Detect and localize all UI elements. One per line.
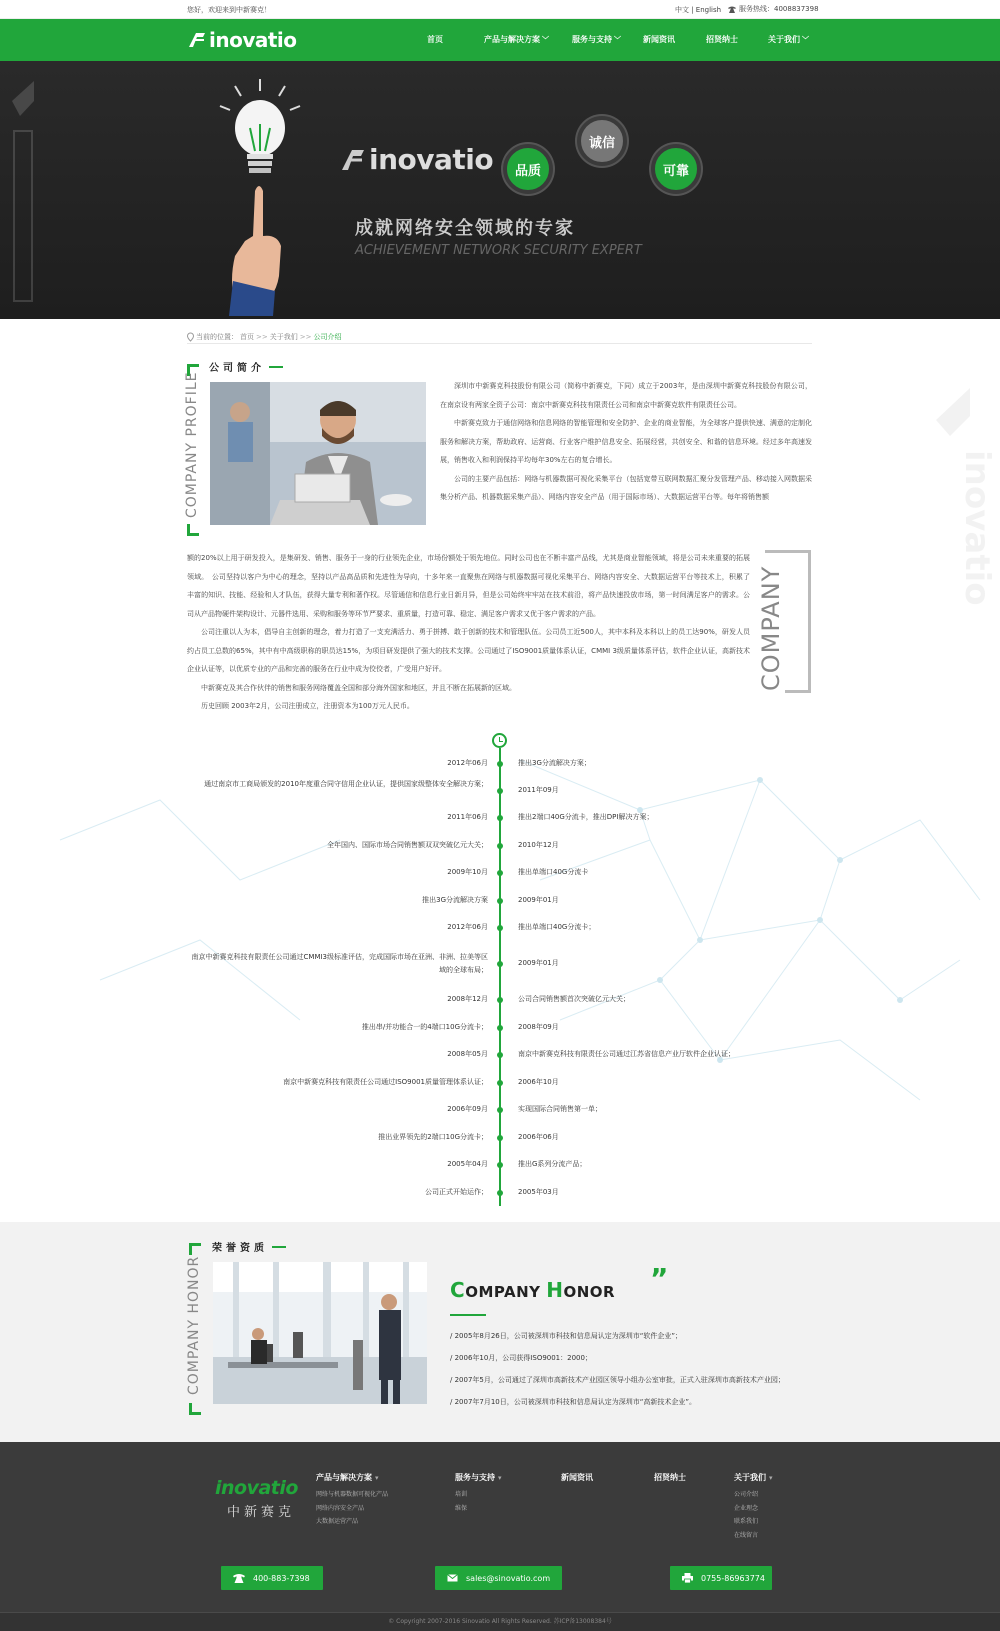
timeline-row [0, 1183, 1000, 1203]
nav-items [427, 19, 828, 61]
timeline-dot [497, 1190, 503, 1196]
timeline-row [0, 781, 1000, 801]
honor-photo [213, 1262, 427, 1404]
timeline-dot [497, 1162, 503, 1168]
logo-mark-icon [340, 148, 366, 172]
footer-col-title[interactable] [455, 1472, 502, 1483]
profile-heading [209, 359, 283, 374]
honor-item: / 2006年10月，公司获得ISO9001：2000； [450, 1354, 592, 1362]
honor-title-letter: C [450, 1278, 466, 1302]
timeline-left: 推出业界领先的2端口10G分流卡； [378, 1133, 488, 1141]
nav-label: 服务与支持 [572, 35, 612, 44]
welcome-text: 您好，欢迎来到中新赛克！ [187, 6, 271, 14]
breadcrumb-current: 公司介绍 [313, 332, 342, 341]
watermark-logo-icon [8, 71, 38, 311]
email-contact-button[interactable] [435, 1566, 562, 1590]
timeline-left: 2009年10月 [447, 868, 488, 876]
timeline-dot [497, 925, 503, 931]
timeline-left: 2012年06月 [447, 759, 488, 767]
quote-icon: ” [650, 1262, 669, 1295]
timeline-dot [497, 1107, 503, 1113]
svg-text:inovatio: inovatio [957, 450, 997, 606]
profile-heading-text: 公司简介 [209, 363, 265, 374]
timeline-left: 2006年09月 [447, 1105, 488, 1113]
honor-title-word: OMPANY [465, 1283, 547, 1301]
honor-heading [212, 1239, 286, 1254]
logo[interactable] [187, 27, 297, 53]
timeline-dot [497, 843, 503, 849]
timeline-row [0, 891, 1000, 911]
breadcrumb-sep: >> [299, 332, 312, 341]
timeline-right: 南京中新赛克科技有限责任公司通过江苏省信息产业厅软件企业认证； [518, 1050, 735, 1058]
footer-col-products [316, 1472, 388, 1529]
timeline-dot [497, 788, 503, 794]
nav-label: 招贤纳士 [706, 35, 738, 44]
timeline-dot [497, 761, 503, 767]
chevron-down-icon: ▾ [498, 1474, 502, 1482]
timeline-row [0, 1045, 1000, 1065]
timeline-row [0, 1128, 1000, 1148]
footer-col-title[interactable] [316, 1472, 388, 1483]
timeline-dot [497, 1025, 503, 1031]
footer-logo-cn: 中新赛克 [227, 1505, 296, 1520]
circle-label: 品质 [514, 163, 541, 179]
profile-paragraph: 公司注重以人为本，倡导自主创新的理念，着力打造了一支充满活力、勇于拼搏、敢于创新的技术和管理队伍。公司员工近500人，其中本科及本科以上的员工达90%，研发人员约占员工总数的65%，其中有中高级职称的职员达15%，为项目研发提供了强大的技术支撑。公司通过了ISO9001质量体系认证，CMMI 3级质量体系评估，软件企业认证，高新技术企业认证等，以优质专业的产品和完善的服务在行业中成为佼佼者，广受用户好评。 [187, 628, 750, 673]
footer-link[interactable]: 维保 [455, 1504, 468, 1512]
timeline-right: 推出单端口40G分流卡 [518, 868, 589, 876]
nav-label: 产品与解决方案 [484, 35, 540, 44]
nav-careers[interactable] [706, 19, 768, 61]
timeline-dot [497, 1052, 503, 1058]
footer-logo[interactable] [215, 1477, 298, 1520]
honor-item: / 2005年8月26日，公司被深圳市科技和信息局认定为深圳市“软件企业”； [450, 1332, 683, 1340]
company-box-text: COMPANY [757, 565, 785, 691]
timeline-row [0, 990, 1000, 1010]
footer [0, 1442, 1000, 1631]
timeline-right: 推出单端口40G分流卡； [518, 923, 596, 931]
profile-paragraph: 中新赛克及其合作伙伴的销售和服务网络覆盖全国和部分海外国家和地区，并且不断在拓展新的区域。 [201, 683, 516, 692]
chevron-down-icon: ▾ [375, 1474, 379, 1482]
timeline-dot [497, 997, 503, 1003]
timeline-right: 2009年01月 [518, 896, 559, 904]
chevron-down-icon: ▾ [769, 1474, 773, 1482]
timeline-left: 2011年06月 [447, 813, 488, 821]
nav-about[interactable] [768, 19, 828, 61]
footer-col-services [455, 1472, 502, 1515]
footer-link[interactable]: 在线留言 [734, 1531, 759, 1539]
integrity-circle [577, 116, 627, 166]
honor-vertical-label: COMPANY HONOR [186, 1255, 202, 1395]
footer-link[interactable]: 企业理念 [734, 1504, 759, 1512]
profile-paragraph: 历史回顾 2003年2月，公司注册成立，注册资本为100万元人民币。 [201, 702, 414, 710]
timeline-left: 南京中新赛克科技有限责任公司通过CMMI3级标准评估，完成国际市场在亚洲、非洲、拉美等区域的全球布局； [191, 953, 488, 974]
honor-item: / 2007年5月，公司通过了深圳市高新技术产业园区领导小组办公室审批，正式入驻深圳市高新技术产业园； [450, 1376, 785, 1384]
honor-item: / 2007年7月10日，公司被深圳市科技和信息局认定为深圳市“高新技术企业”。 [450, 1398, 697, 1406]
timeline-left: 推出3G分流解决方案 [422, 896, 488, 904]
timeline-right: 2011年09月 [518, 786, 559, 794]
timeline-row [0, 1155, 1000, 1175]
timeline-row [0, 836, 1000, 856]
nav-label: 首页 [427, 35, 443, 44]
banner-slogan-en: ACHIEVEMENT NETWORK SECURITY EXPERT [355, 243, 642, 258]
nav-news[interactable] [643, 19, 706, 61]
footer-col-title-text: 关于我们 [734, 1473, 766, 1482]
timeline-right: 2005年03月 [518, 1188, 559, 1196]
banner-logo [340, 143, 493, 176]
timeline-left: 南京中新赛克科技有限责任公司通过ISO9001质量管理体系认证； [283, 1078, 488, 1086]
timeline-left: 全年国内、国际市场合同销售额双双突破亿元大关； [327, 841, 488, 849]
clock-icon [492, 733, 507, 748]
honor-heading-text: 荣誉资质 [212, 1243, 268, 1254]
timeline-left: 2012年06月 [447, 923, 488, 931]
hero-banner [0, 61, 1000, 319]
circle-label: 可靠 [662, 163, 689, 179]
profile-paragraph: 深圳市中新赛克科技股份有限公司（简称中新赛克，下同）成立于2003年，是由深圳中新赛克科技股份有限公司，在南京设有两家全资子公司：南京中新赛克科技有限责任公司和南京中新赛克软件有限责任公司。 [440, 382, 812, 409]
footer-link[interactable]: 网络内容安全产品 [316, 1504, 365, 1512]
phone-icon [728, 6, 736, 13]
nav-label: 新闻资讯 [643, 35, 675, 44]
footer-col-title-text: 产品与解决方案 [316, 1473, 372, 1482]
phone-icon [233, 1573, 245, 1583]
timeline-dot [497, 961, 503, 967]
timeline-dot [497, 1135, 503, 1141]
timeline-left: 2008年12月 [447, 995, 488, 1003]
nav-home[interactable] [427, 19, 484, 61]
hotline [728, 4, 819, 14]
honor-underline [450, 1314, 486, 1316]
nav-services[interactable] [572, 19, 643, 61]
nav-label: 关于我们 [768, 35, 800, 44]
footer-col-careers [654, 1472, 686, 1488]
timeline-row [0, 808, 1000, 828]
profile-paragraph: 额的20%以上用于研发投入，是集研发、销售、服务于一身的行业领先企业，市场份额处于领先地位。同时公司也在不断丰富产品线，尤其是商业智能领域，将是公司未来重要的拓展领域。 公司坚持以客户为中心的理念，坚持以产品高品质和先进性为导向，十多年来一直聚焦在网络与机器数据可视化采集平台、网络内容安全、大数据运营平台等技术上，积累了丰富的知识、技能、经验和人才队伍，获得大量专利和著作权。尽管通信和信息行业日新月异，但是公司始终牢牢站在技术前沿，将产品快速投放市场，第一时间满足客户的需求。公司从产品物硬件架构设计、元器件选用、采购和服务等环节严要求、重质量，打造可靠、稳定、满足客户需求又优于客户需求的产品。 [187, 554, 750, 618]
timeline-row [0, 754, 1000, 774]
language-switch[interactable]: 中文 | English [675, 6, 722, 14]
copyright: © Copyright 2007-2016 Sinovatio All Rights Reserved. 苏ICP备13008384号 [0, 1612, 1000, 1631]
profile-photo [210, 382, 426, 525]
footer-link[interactable]: 大数据运营产品 [316, 1518, 359, 1525]
company-box [757, 550, 811, 693]
timeline-left: 2005年04月 [447, 1160, 488, 1168]
mail-icon [447, 1574, 458, 1582]
timeline-row [0, 918, 1000, 938]
footer-col-about [734, 1472, 773, 1542]
chevron-down-icon: ﹀ [614, 36, 621, 44]
logo-text: inovatio [209, 28, 297, 52]
timeline-left: 通过南京市工商局颁发的2010年度重合同守信用企业认证，提供国家级整体安全解决方案； [204, 780, 488, 788]
profile-paragraph: 公司的主要产品包括：网络与机器数据可视化采集平台（包括宽带互联网数据汇聚分发管理产品、移动接入网数据采集分析产品、机器数据采集产品）、网络内容安全产品（用于国际市场）、大数据运营平台等。每年将销售额 [440, 474, 812, 501]
honor-title-letter: H [546, 1278, 564, 1302]
timeline-row [0, 954, 1000, 974]
footer-col-title[interactable]: 新闻资讯 [561, 1473, 593, 1482]
profile-paragraph: 中新赛克致力于通信网络和信息网络的智能管理和安全防护、企业的商业智能，为全球客户提供快速、满意的定制化服务和解决方案，帮助政府、运营商、行业客户维护信息安全、拓展经营，共创安全、和谐的信息环境。经过多年高速发展，销售收入和利润保持平均每年30%左右的复合增长。 [440, 419, 812, 464]
quality-circle [503, 144, 553, 194]
watermark-logo-icon [930, 380, 997, 620]
timeline-right: 推出3G分流解决方案； [518, 759, 591, 767]
timeline-row [0, 1100, 1000, 1120]
timeline-right: 2010年12月 [518, 841, 559, 849]
location-pin-icon [187, 333, 194, 341]
timeline-left: 推出串/并功能合一的4端口10G分流卡； [361, 1023, 488, 1031]
footer-col-title-text: 服务与支持 [455, 1473, 495, 1482]
phone-contact-button[interactable] [221, 1566, 323, 1590]
circle-label: 诚信 [588, 135, 615, 151]
footer-link[interactable]: 培训 [455, 1491, 468, 1498]
nav-products[interactable] [484, 19, 572, 61]
timeline-right: 2009年01月 [518, 959, 559, 967]
honor-title [450, 1278, 615, 1302]
tel-number: 0755-86963774 [701, 1573, 765, 1583]
timeline-row [0, 1073, 1000, 1093]
timeline-right: 2006年06月 [518, 1133, 559, 1141]
hotline-text: 服务热线：4008837398 [739, 5, 819, 13]
heading-bar [269, 366, 283, 368]
profile-text-full [187, 549, 750, 716]
reliable-circle [651, 144, 701, 194]
timeline-right: 公司合同销售额首次突破亿元大关； [518, 995, 630, 1003]
top-bar [0, 0, 1000, 19]
timeline-left: 公司正式开始运作； [425, 1188, 488, 1196]
breadcrumb [187, 330, 812, 344]
timeline-right: 实现国际合同销售第一单； [518, 1105, 602, 1113]
banner-logo-text: inovatio [369, 143, 494, 176]
corner-decoration [189, 1403, 201, 1415]
timeline-right: 推出G系列分流产品； [518, 1160, 587, 1168]
footer-col-title[interactable]: 招贤纳士 [654, 1473, 686, 1482]
printer-icon [682, 1573, 693, 1583]
footer-logo-en: inovatio [215, 1477, 298, 1499]
timeline-dot [497, 898, 503, 904]
honor-title-word: ONOR [563, 1283, 616, 1301]
timeline-dot [497, 870, 503, 876]
corner-decoration [187, 524, 199, 536]
footer-link[interactable]: 网络与机器数据可视化产品 [316, 1491, 389, 1498]
breadcrumb-about[interactable]: 关于我们 [269, 332, 298, 341]
timeline-dot [497, 1080, 503, 1086]
timeline-right: 2006年10月 [518, 1078, 559, 1086]
lightbulb-hand-icon [215, 76, 305, 316]
chevron-down-icon: ﹀ [542, 36, 549, 44]
timeline-dot [497, 815, 503, 821]
footer-col-title[interactable] [734, 1472, 773, 1483]
breadcrumb-home[interactable]: 首页 [240, 332, 254, 341]
timeline-row [0, 863, 1000, 883]
logo-mark-icon [187, 31, 207, 49]
phone-number: 400-883-7398 [253, 1573, 310, 1583]
corner-decoration [189, 1243, 201, 1255]
heading-bar [272, 1246, 286, 1248]
timeline-right: 推出2端口40G分流卡，推出DPI解决方案； [518, 813, 654, 821]
footer-link[interactable]: 公司介绍 [734, 1491, 759, 1498]
fax-contact-button[interactable] [670, 1566, 772, 1590]
email-address: sales@sinovatio.com [466, 1573, 551, 1583]
breadcrumb-sep: >> [256, 332, 268, 341]
timeline-row [0, 1018, 1000, 1038]
footer-col-news [561, 1472, 593, 1488]
profile-vertical-label: COMPANY PROFILE [184, 371, 200, 518]
timeline-left: 2008年05月 [447, 1050, 488, 1058]
profile-text-side [440, 377, 812, 507]
timeline-right: 2008年09月 [518, 1023, 559, 1031]
footer-link[interactable]: 联系我们 [734, 1518, 759, 1525]
honor-list [450, 1325, 785, 1413]
main-nav [0, 19, 1000, 61]
chevron-down-icon: ﹀ [802, 36, 809, 44]
breadcrumb-label: 当前的位置： [196, 332, 238, 341]
banner-slogan: 成就网络安全领域的专家 [355, 218, 575, 239]
